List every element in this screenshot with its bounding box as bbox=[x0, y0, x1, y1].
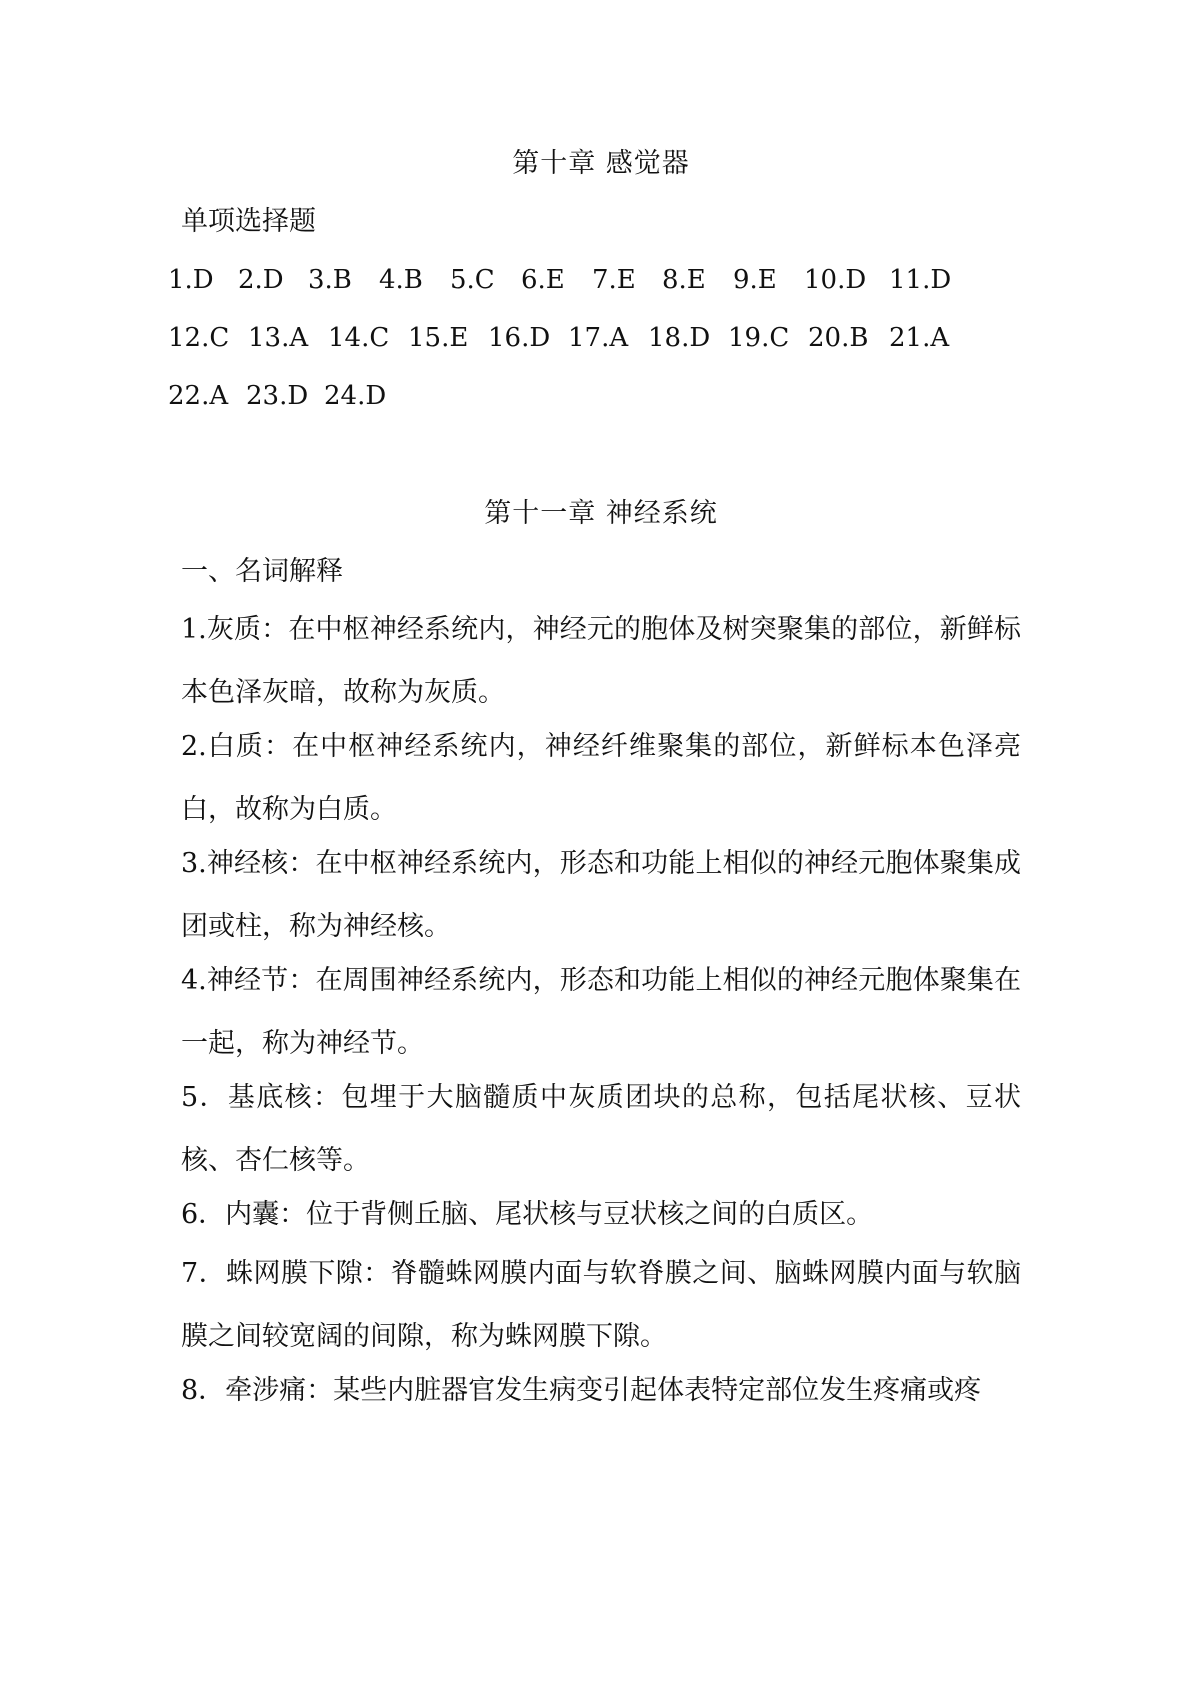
answer-row-2 bbox=[168, 318, 1021, 358]
answer-item: 6.E bbox=[521, 265, 565, 295]
chapter-11-section-heading: 一、名词解释 bbox=[181, 556, 343, 587]
answer-item: 9.E bbox=[733, 265, 777, 295]
answer-row-3 bbox=[168, 376, 1021, 416]
answer-item: 4.B bbox=[379, 265, 423, 295]
term-definition: 8．牵涉痛：某些内脏器官发生病变引起体表特定部位发生疼痛或疼 bbox=[181, 1375, 982, 1406]
answer-item: 24.D bbox=[324, 381, 387, 411]
answer-item: 7.E bbox=[592, 265, 636, 295]
chapter-11-title: 第十一章 神经系统 bbox=[484, 498, 718, 529]
answer-item: 8.E bbox=[662, 265, 706, 295]
answer-item: 13.A bbox=[248, 323, 309, 353]
chapter-10-section-heading: 单项选择题 bbox=[181, 206, 316, 237]
term-definition: 2.白质：在中枢神经系统内，神经纤维聚集的部位，新鲜标本色泽亮白，故称为白质。 bbox=[181, 731, 1021, 825]
answer-item: 11.D bbox=[889, 265, 952, 295]
answer-item: 17.A bbox=[568, 323, 629, 353]
term-definition: 7．蛛网膜下隙：脊髓蛛网膜内面与软脊膜之间、脑蛛网膜内面与软脑膜之间较宽阔的间隙，称为蛛网膜下隙。 bbox=[181, 1258, 1021, 1352]
answer-item: 14.C bbox=[328, 323, 390, 353]
answer-item: 22.A bbox=[168, 381, 229, 411]
answer-item: 12.C bbox=[168, 323, 230, 353]
answer-row-1 bbox=[168, 260, 1021, 300]
document-page bbox=[168, 0, 1021, 1684]
answer-item: 1.D bbox=[168, 265, 214, 295]
answer-item: 20.B bbox=[808, 323, 869, 353]
term-definition: 6．内囊：位于背侧丘脑、尾状核与豆状核之间的白质区。 bbox=[181, 1199, 874, 1230]
answer-item: 16.D bbox=[488, 323, 551, 353]
term-definition: 3.神经核：在中枢神经系统内，形态和功能上相似的神经元胞体聚集成团或柱，称为神经核。 bbox=[181, 848, 1021, 942]
answer-item: 23.D bbox=[246, 381, 309, 411]
term-definition: 4.神经节：在周围神经系统内，形态和功能上相似的神经元胞体聚集在一起，称为神经节。 bbox=[181, 965, 1021, 1059]
answer-item: 3.B bbox=[308, 265, 352, 295]
answer-item: 18.D bbox=[648, 323, 711, 353]
term-definition: 1.灰质：在中枢神经系统内，神经元的胞体及树突聚集的部位，新鲜标本色泽灰暗，故称为灰质。 bbox=[181, 614, 1021, 708]
answer-item: 21.A bbox=[889, 323, 950, 353]
answer-item: 10.D bbox=[804, 265, 867, 295]
chapter-10-title: 第十章 感觉器 bbox=[512, 148, 690, 179]
answer-item: 2.D bbox=[238, 265, 284, 295]
answer-item: 5.C bbox=[450, 265, 495, 295]
answer-item: 19.C bbox=[728, 323, 790, 353]
term-definition: 5．基底核：包埋于大脑髓质中灰质团块的总称，包括尾状核、豆状核、杏仁核等。 bbox=[181, 1082, 1021, 1176]
answer-item: 15.E bbox=[408, 323, 469, 353]
